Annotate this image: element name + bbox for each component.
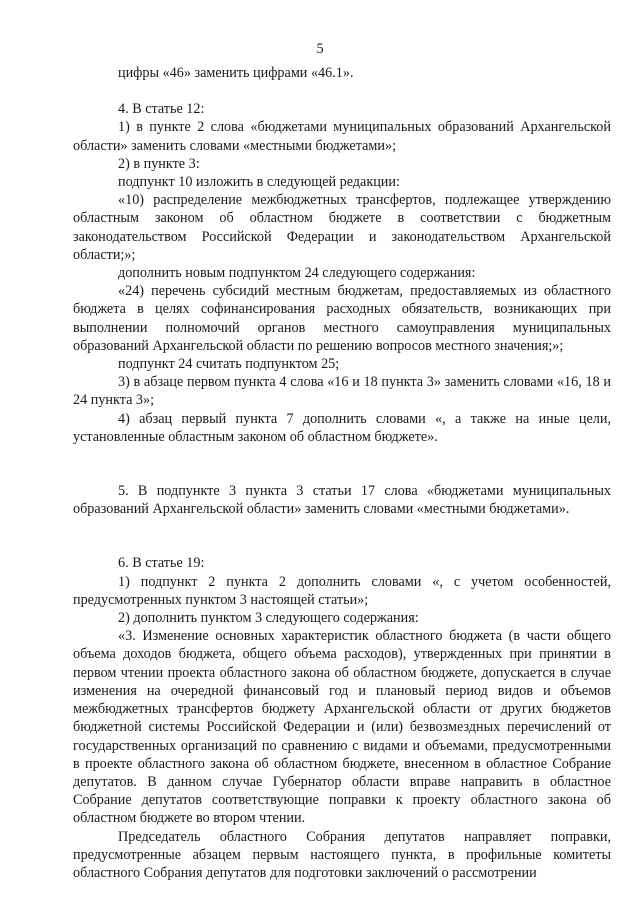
- blank-line: [73, 518, 611, 536]
- paragraph: 4) абзац первый пункта 7 дополнить словами «, а также на иные цели, установленные областным законом об областном бюджете».: [73, 410, 611, 445]
- paragraph: «24) перечень субсидий местным бюджетам, предоставляемых из областного бюджета в целях софинансирования расходных обязательств, возникающих при выполнении полномочий органов местного самоуправления муниципальных образований Архангельской области по решению вопросов местного значения;»;: [73, 283, 611, 354]
- paragraph: подпункт 24 считать подпунктом 25;: [118, 356, 340, 373]
- paragraph: 2) дополнить пунктом 3 следующего содержания:: [118, 610, 419, 627]
- blank-line: [73, 82, 611, 100]
- paragraph: 1) в пункте 2 слова «бюджетами муниципальных образований Архангельской области» заменить словами «местными бюджетами»;: [73, 119, 611, 154]
- paragraph: «10) распределение межбюджетных трансфертов, подлежащее утверждению областным законом об областном бюджете в соответствии с бюджетным законодательством Российской Федерации и законодательством Архангельской области;»;: [73, 192, 611, 263]
- paragraph: 1) подпункт 2 пункта 2 дополнить словами «, с учетом особенностей, предусмотренных пунктом 3 настоящей статьи»;: [73, 573, 611, 608]
- paragraph: 5. В подпункте 3 пункта 3 статьи 17 слова «бюджетами муниципальных образований Архангельской области» заменить словами «местными бюджетами».: [73, 483, 611, 518]
- blank-line: [73, 446, 611, 464]
- document-body: [73, 64, 611, 882]
- paragraph: 6. В статье 19:: [118, 555, 205, 572]
- paragraph: дополнить новым подпунктом 24 следующего содержания:: [118, 265, 476, 282]
- paragraph: цифры «46» заменить цифрами «46.1».: [118, 65, 354, 81]
- page-number: 5: [316, 41, 324, 57]
- paragraph: подпункт 10 изложить в следующей редакции:: [118, 174, 400, 191]
- paragraph: 4. В статье 12:: [118, 101, 205, 118]
- paragraph: 2) в пункте 3:: [118, 155, 200, 172]
- blank-line: [73, 464, 611, 482]
- paragraph: Председатель областного Собрания депутатов направляет поправки, предусмотренные абзацем первым настоящего пункта, в профильные комитеты областного Собрания депутатов для подготовки заключений о рассмотрении: [73, 828, 611, 881]
- blank-line: [73, 536, 611, 554]
- paragraph: 3) в абзаце первом пункта 4 слова «16 и 18 пункта 3» заменить словами «16, 18 и 24 пункта 3»;: [73, 374, 611, 409]
- paragraph: «3. Изменение основных характеристик областного бюджета (в части общего объема доходов бюджета, общего объема расходов), утвержденных при принятии в первом чтении проекта областного закона об областном бюджете, допускается в случае изменения на очередной финансовый год и плановый период видов и объемов межбюджетных трансфертов бюджету Архангельской области от других бюджетов бюджетной системы Российской Федерации и (или) безвозмездных перечислений от государственных организаций по сравнению с видами и объемами, предусмотренными в проекте областного закона об областном бюджете, внесенном в областное Собрание депутатов. В данном случае Губернатор области вправе направить в областное Собрание депутатов соответствующие поправки к проекту областного закона об областном бюджете во втором чтении.: [73, 628, 611, 827]
